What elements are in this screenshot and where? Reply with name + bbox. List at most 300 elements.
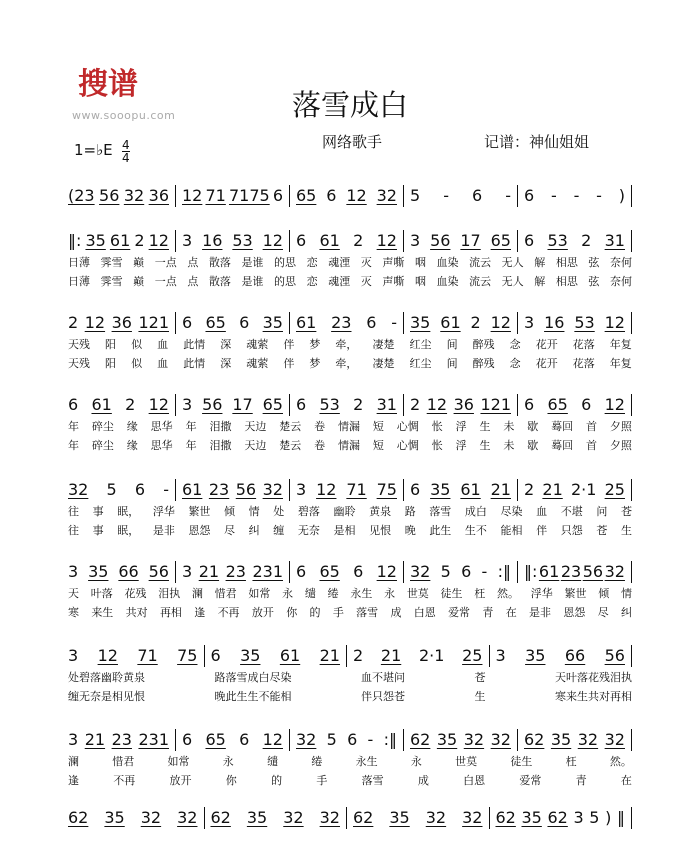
note-group: 2 <box>125 395 136 414</box>
lyric-word: 的 <box>309 606 321 619</box>
lyric-line <box>68 755 632 770</box>
lyric-word: 解 <box>534 256 546 269</box>
lyric-word: 未 <box>503 420 515 433</box>
lyric-word: 生 <box>474 690 486 703</box>
measure <box>176 312 290 334</box>
lyric-word: 魂萦 <box>246 338 269 351</box>
lyric-word: 逢 <box>194 606 206 619</box>
measure <box>518 185 632 207</box>
lyric-word: 泪撒 <box>209 420 232 433</box>
lyric-word: 日薄 <box>68 256 90 269</box>
note-group: 32 <box>604 730 625 749</box>
lyric-word: 在 <box>505 606 517 619</box>
lyric-word: 魂萦 <box>246 357 269 370</box>
lyric-word: 梦 <box>309 338 321 351</box>
measure <box>176 185 290 207</box>
notes-row <box>68 185 632 207</box>
lyric-word: 此生 <box>429 524 452 537</box>
lyric-word: 寒 <box>68 606 79 619</box>
note-group: 5 <box>440 562 451 581</box>
note-group: 12 <box>97 646 118 665</box>
lyric-line <box>68 690 632 705</box>
lyric-word: 永生 <box>355 755 378 768</box>
note-group: 32 <box>296 730 317 749</box>
lyric-word: 徒生 <box>510 755 533 768</box>
note-group: 23 <box>208 480 230 499</box>
time-signature <box>122 139 130 164</box>
measure <box>404 312 518 334</box>
measure <box>347 807 490 829</box>
lyric-word: 繁世 <box>188 505 211 518</box>
lyric-word: 永 <box>222 755 234 768</box>
lyric-word: 是非 <box>152 524 175 537</box>
note-group: 121 <box>480 395 511 414</box>
note-group: 23 <box>560 562 582 581</box>
lyric-word: 深 <box>220 357 232 370</box>
lyric-word: 年复 <box>609 338 632 351</box>
note-group: 16 <box>544 313 565 332</box>
measure <box>404 729 518 751</box>
lyric-word: 霁雪 <box>100 275 123 288</box>
logo-text: 搜谱 <box>78 67 138 102</box>
singer: 网络歌手 <box>322 133 383 151</box>
lyric-word: 处碧落幽聆黄泉 <box>68 671 145 684</box>
lyric-word: 倾 <box>224 505 236 518</box>
lyric-word: 奈何 <box>609 275 632 288</box>
lyric-word: 怅 <box>431 420 443 433</box>
lyric-word: 如常 <box>167 755 190 768</box>
measure <box>290 230 404 252</box>
note-group: 56 <box>235 480 257 499</box>
note-group: 56 <box>430 231 451 250</box>
note-group: 6 <box>410 480 421 499</box>
note-group: 5 <box>106 480 117 499</box>
measure <box>68 729 176 751</box>
note-group: 62 <box>547 808 568 827</box>
note-group: 12 <box>604 395 625 414</box>
lyric-word: 此情 <box>183 338 206 351</box>
measure <box>205 807 348 829</box>
note-group: 32 <box>123 186 145 205</box>
sooopu-logo <box>78 68 138 102</box>
lyric-word: 血 <box>157 338 169 351</box>
lyric-word: 花残 <box>124 587 147 600</box>
lyric-word: 蓦回 <box>551 420 574 433</box>
note-group: 121 <box>138 313 169 332</box>
lyric-word: 无人 <box>501 256 524 269</box>
lyric-word: 繁世 <box>564 587 587 600</box>
lyric-word: 似 <box>131 338 143 351</box>
measure <box>176 394 290 416</box>
music-system <box>68 807 632 829</box>
lyric-word: 浮 <box>455 420 467 433</box>
lyric-word: 念 <box>509 357 521 370</box>
note-group: 5 <box>326 730 337 749</box>
lyric-word: 生不 <box>464 524 487 537</box>
note-group: 6 <box>182 730 193 749</box>
lyric-word: 凄楚 <box>372 338 395 351</box>
note-group: - <box>481 562 488 581</box>
lyric-word: 爱常 <box>448 606 471 619</box>
note-group: 65 <box>262 395 283 414</box>
lyric-word: 是非 <box>529 606 551 619</box>
lyric-word: 惜君 <box>112 755 135 768</box>
note-group: 6 <box>239 313 250 332</box>
lyric-word: 巅 <box>133 256 145 269</box>
note-group: 6 <box>134 480 146 499</box>
note-group: ‖: <box>524 562 538 581</box>
song-title: 落雪成白 <box>292 88 409 122</box>
note-group: 61 <box>440 313 461 332</box>
note-group: 32 <box>604 562 625 581</box>
music-system <box>68 230 632 290</box>
lyric-word: 浮 <box>455 439 467 452</box>
note-group: 12 <box>490 313 511 332</box>
lyric-word: 是谁 <box>241 256 264 269</box>
note-group: 62 <box>210 808 231 827</box>
note-group: - <box>367 730 374 749</box>
lyric-word: 魂湮 <box>328 275 351 288</box>
measure <box>68 645 205 667</box>
lyric-word: 生 <box>479 439 491 452</box>
measure <box>68 230 176 252</box>
note-group: 75 <box>177 646 198 665</box>
lyric-word: 落雪 <box>356 606 379 619</box>
note-group: 2 <box>581 231 592 250</box>
note-group: 12 <box>426 395 448 414</box>
lyric-word: 一点 <box>154 275 177 288</box>
music-system <box>68 561 632 621</box>
lyric-word: 情漏 <box>338 439 361 452</box>
note-group: 61 <box>460 480 481 499</box>
note-group: 65 <box>547 395 568 414</box>
note-group: 35 <box>246 808 268 827</box>
lyric-word: 永生 <box>350 587 373 600</box>
note-group: 6 <box>182 313 193 332</box>
lyric-word: 永 <box>384 587 396 600</box>
lyric-word: 往 <box>68 505 79 518</box>
note-group: 3 <box>182 395 193 414</box>
lyric-word: 白恩 <box>463 774 486 787</box>
note-group: 23 <box>331 313 352 332</box>
note-group: 6 <box>461 562 472 581</box>
lyric-word: 如常 <box>248 587 271 600</box>
measure <box>68 394 176 416</box>
note-group: 6 <box>296 562 307 581</box>
note-group: 6 <box>326 186 337 205</box>
note-group: 61 <box>279 646 301 665</box>
lyric-word: 世莫 <box>406 587 429 600</box>
note-group: 66 <box>564 646 586 665</box>
note-group: 12 <box>376 562 397 581</box>
lyric-word: 的思 <box>274 256 297 269</box>
note-group: 53 <box>547 231 568 250</box>
lyric-word: 血不堪问 <box>361 671 405 684</box>
measure <box>490 645 633 667</box>
lyric-word: 阳 <box>105 357 117 370</box>
lyric-word: 牵， <box>335 338 358 351</box>
lyric-word: 怅 <box>431 439 443 452</box>
note-group: 2·1 <box>570 480 597 499</box>
lyric-word: 澜 <box>68 755 79 768</box>
lyric-word: 惜君 <box>214 587 237 600</box>
lyric-word: 尽 <box>224 524 236 537</box>
lyric-word: 伴 <box>536 524 548 537</box>
note-group: 6 <box>366 313 377 332</box>
note-group: 36 <box>111 313 132 332</box>
note-group: 32 <box>425 808 447 827</box>
note-group: 32 <box>463 730 485 749</box>
lyric-word: 相思 <box>555 256 578 269</box>
lyric-word: 未 <box>503 439 515 452</box>
lyric-word: 夕照 <box>609 439 632 452</box>
lyric-word: 眠， <box>117 505 140 518</box>
lyric-word: 思华 <box>150 439 173 452</box>
lyric-word: 澜 <box>191 587 203 600</box>
lyric-word: 恋 <box>306 275 318 288</box>
note-group: 25 <box>462 646 483 665</box>
lyric-word: 情漏 <box>338 420 361 433</box>
lyric-word: 放开 <box>251 606 274 619</box>
note-group: 32 <box>319 808 340 827</box>
note-group: 32 <box>490 730 511 749</box>
lyric-line <box>68 524 632 539</box>
lyric-word: 往 <box>68 524 79 537</box>
note-group: ‖: <box>68 231 82 250</box>
lyric-word: 似 <box>131 357 143 370</box>
note-group: 16 <box>202 231 223 250</box>
note-group: 35 <box>525 646 546 665</box>
lyric-word: 是相 <box>333 524 356 537</box>
note-group: 62 <box>68 808 89 827</box>
lyric-word: 问 <box>596 505 608 518</box>
note-group: 35 <box>389 808 410 827</box>
note-group: - <box>391 313 397 332</box>
lyric-word: 生 <box>620 524 632 537</box>
note-group: 6 <box>272 186 283 205</box>
lyric-word: 流云 <box>469 275 492 288</box>
lyric-word: 卷 <box>314 439 326 452</box>
note-group: 71 <box>346 480 367 499</box>
lyric-word: 再相 <box>159 606 182 619</box>
lyric-line <box>68 256 632 271</box>
lyric-word: 蓦回 <box>551 439 574 452</box>
note-group: 65 <box>205 730 226 749</box>
measure <box>290 185 404 207</box>
lyric-word: 只怨 <box>560 524 583 537</box>
lyric-word: 念 <box>509 338 521 351</box>
note-group: 32 <box>283 808 304 827</box>
note-group: - <box>505 186 511 205</box>
note-group: 35 <box>88 562 109 581</box>
lyric-word: 解 <box>534 275 546 288</box>
lyric-word: 手 <box>316 774 328 787</box>
note-group: 6 <box>239 730 250 749</box>
lyric-line <box>68 774 632 789</box>
lyric-word: 落雪 <box>361 774 384 787</box>
measure <box>404 185 518 207</box>
lyric-word: 伴只怨苍 <box>361 690 405 703</box>
note-group: 62 <box>524 730 545 749</box>
note-group: :‖ <box>383 730 397 749</box>
lyric-word: 共对 <box>125 606 148 619</box>
measure <box>290 312 404 334</box>
measure <box>518 230 632 252</box>
note-group: 2 <box>353 395 364 414</box>
lyric-word: 红尘 <box>409 338 432 351</box>
notes-row <box>68 807 632 829</box>
lyric-line <box>68 338 632 353</box>
lyric-word: 见恨 <box>369 524 392 537</box>
lyric-word: 天 <box>68 587 79 600</box>
lyric-word: 年 <box>185 420 197 433</box>
note-group: 75 <box>376 480 397 499</box>
notes-row <box>68 729 632 751</box>
note-group: 32 <box>68 480 89 499</box>
note-group: 32 <box>577 730 599 749</box>
music-system <box>68 645 632 705</box>
lyric-word: 歇 <box>527 420 539 433</box>
measure <box>490 807 633 829</box>
measure <box>176 729 290 751</box>
note-group: 3 <box>410 231 421 250</box>
lyric-word: 声嘶 <box>382 256 405 269</box>
lyric-word: 缱 <box>267 755 279 768</box>
lyric-word: 浮华 <box>530 587 553 600</box>
lyric-word: 醉残 <box>472 357 495 370</box>
measure <box>68 312 176 334</box>
lyric-word: 血染 <box>436 256 459 269</box>
lyric-line <box>68 587 632 602</box>
lyric-word: 处 <box>273 505 285 518</box>
note-group: - <box>550 186 557 205</box>
note-group: 65 <box>205 313 226 332</box>
lyric-word: 不再 <box>113 774 136 787</box>
lyric-word: 成 <box>417 774 429 787</box>
note-group: 2 <box>353 646 364 665</box>
note-group: 3 <box>68 646 79 665</box>
note-group: 3 <box>68 562 79 581</box>
lyric-word: 泪撒 <box>209 439 232 452</box>
note-group: 6 <box>296 231 307 250</box>
note-group: 35 <box>550 730 572 749</box>
lyric-word: 楚云 <box>279 420 302 433</box>
lyric-word: 日薄 <box>68 275 90 288</box>
note-group: 36 <box>453 395 474 414</box>
lyric-word: 浮华 <box>152 505 175 518</box>
note-group: 3 <box>524 313 535 332</box>
music-system <box>68 394 632 454</box>
lyric-word: 来生 <box>91 606 114 619</box>
note-group: - <box>596 186 602 205</box>
notes-row <box>68 312 632 334</box>
lyric-word: 晚此生生不能相 <box>214 690 292 703</box>
lyric-word: 血染 <box>436 275 459 288</box>
lyric-word: 手 <box>332 606 344 619</box>
note-group: 23 <box>111 730 132 749</box>
note-group: 17 <box>232 395 253 414</box>
lyric-word: 成 <box>390 606 402 619</box>
lyric-word: 苍 <box>620 505 632 518</box>
note-group: 35 <box>430 480 451 499</box>
lyric-word: 缠 <box>273 524 285 537</box>
lyric-word: 弦 <box>588 256 600 269</box>
measure <box>290 561 404 583</box>
note-group: 56 <box>582 562 604 581</box>
lyric-word: 年 <box>68 439 79 452</box>
lyric-word: 首 <box>586 420 598 433</box>
lyric-word: 永 <box>282 587 294 600</box>
note-group: 6 <box>353 562 364 581</box>
lyric-word: 然。 <box>497 587 520 600</box>
note-group: 31 <box>604 231 625 250</box>
note-group: 231 <box>252 562 283 581</box>
note-group: 71 <box>205 186 226 205</box>
lyric-word: 花落 <box>572 357 595 370</box>
music-system <box>68 479 632 539</box>
lyric-word: 天叶落花残泪执 <box>555 671 632 684</box>
lyric-word: 灭 <box>360 256 372 269</box>
note-group: 12 <box>84 313 106 332</box>
note-group: 61 <box>538 562 560 581</box>
note-group: 7175 <box>228 186 270 205</box>
note-group: 2 <box>353 231 364 250</box>
lyric-word: 缠无奈是相见恨 <box>68 690 145 703</box>
lyric-word: 缘 <box>126 420 138 433</box>
lyric-word: 奈何 <box>609 256 632 269</box>
lyric-word: 晚 <box>404 524 416 537</box>
note-group: 35 <box>436 730 458 749</box>
note-group: 62 <box>353 808 374 827</box>
lyric-line <box>68 671 632 686</box>
lyric-word: 世莫 <box>455 755 478 768</box>
note-group: 61 <box>109 231 131 250</box>
lyric-word: 间 <box>446 338 458 351</box>
lyric-word: 情 <box>620 587 632 600</box>
note-group: 3 <box>573 808 584 827</box>
note-group: 23 <box>225 562 246 581</box>
lyric-word: 凄楚 <box>372 357 395 370</box>
note-group: 12 <box>262 730 283 749</box>
note-group: 2 <box>68 313 79 332</box>
lyric-word: 一点 <box>154 256 177 269</box>
note-group: 12 <box>182 186 203 205</box>
lyric-word: 卷 <box>314 420 326 433</box>
lyric-word: 能相 <box>500 524 523 537</box>
lyric-word: 天残 <box>68 338 90 351</box>
music-system <box>68 185 632 207</box>
lyric-word: 寒来生共对再相 <box>555 690 632 703</box>
note-group: 5 <box>410 186 421 205</box>
note-group: 2 <box>524 480 535 499</box>
measure <box>68 561 176 583</box>
lyric-word: 尽染 <box>500 505 523 518</box>
measure <box>290 394 404 416</box>
music-system <box>68 729 632 789</box>
note-group: (23 <box>68 186 95 205</box>
note-group: 6 <box>581 395 592 414</box>
lyric-word: 叶落 <box>90 587 113 600</box>
note-group: 32 <box>177 808 198 827</box>
measure <box>518 729 632 751</box>
note-group: 36 <box>148 186 169 205</box>
note-group: 66 <box>118 562 139 581</box>
measure <box>404 394 518 416</box>
note-group: ‖ <box>616 808 625 827</box>
lyric-word: 缱 <box>304 587 316 600</box>
note-group: 35 <box>410 313 431 332</box>
note-group: - <box>573 186 580 205</box>
